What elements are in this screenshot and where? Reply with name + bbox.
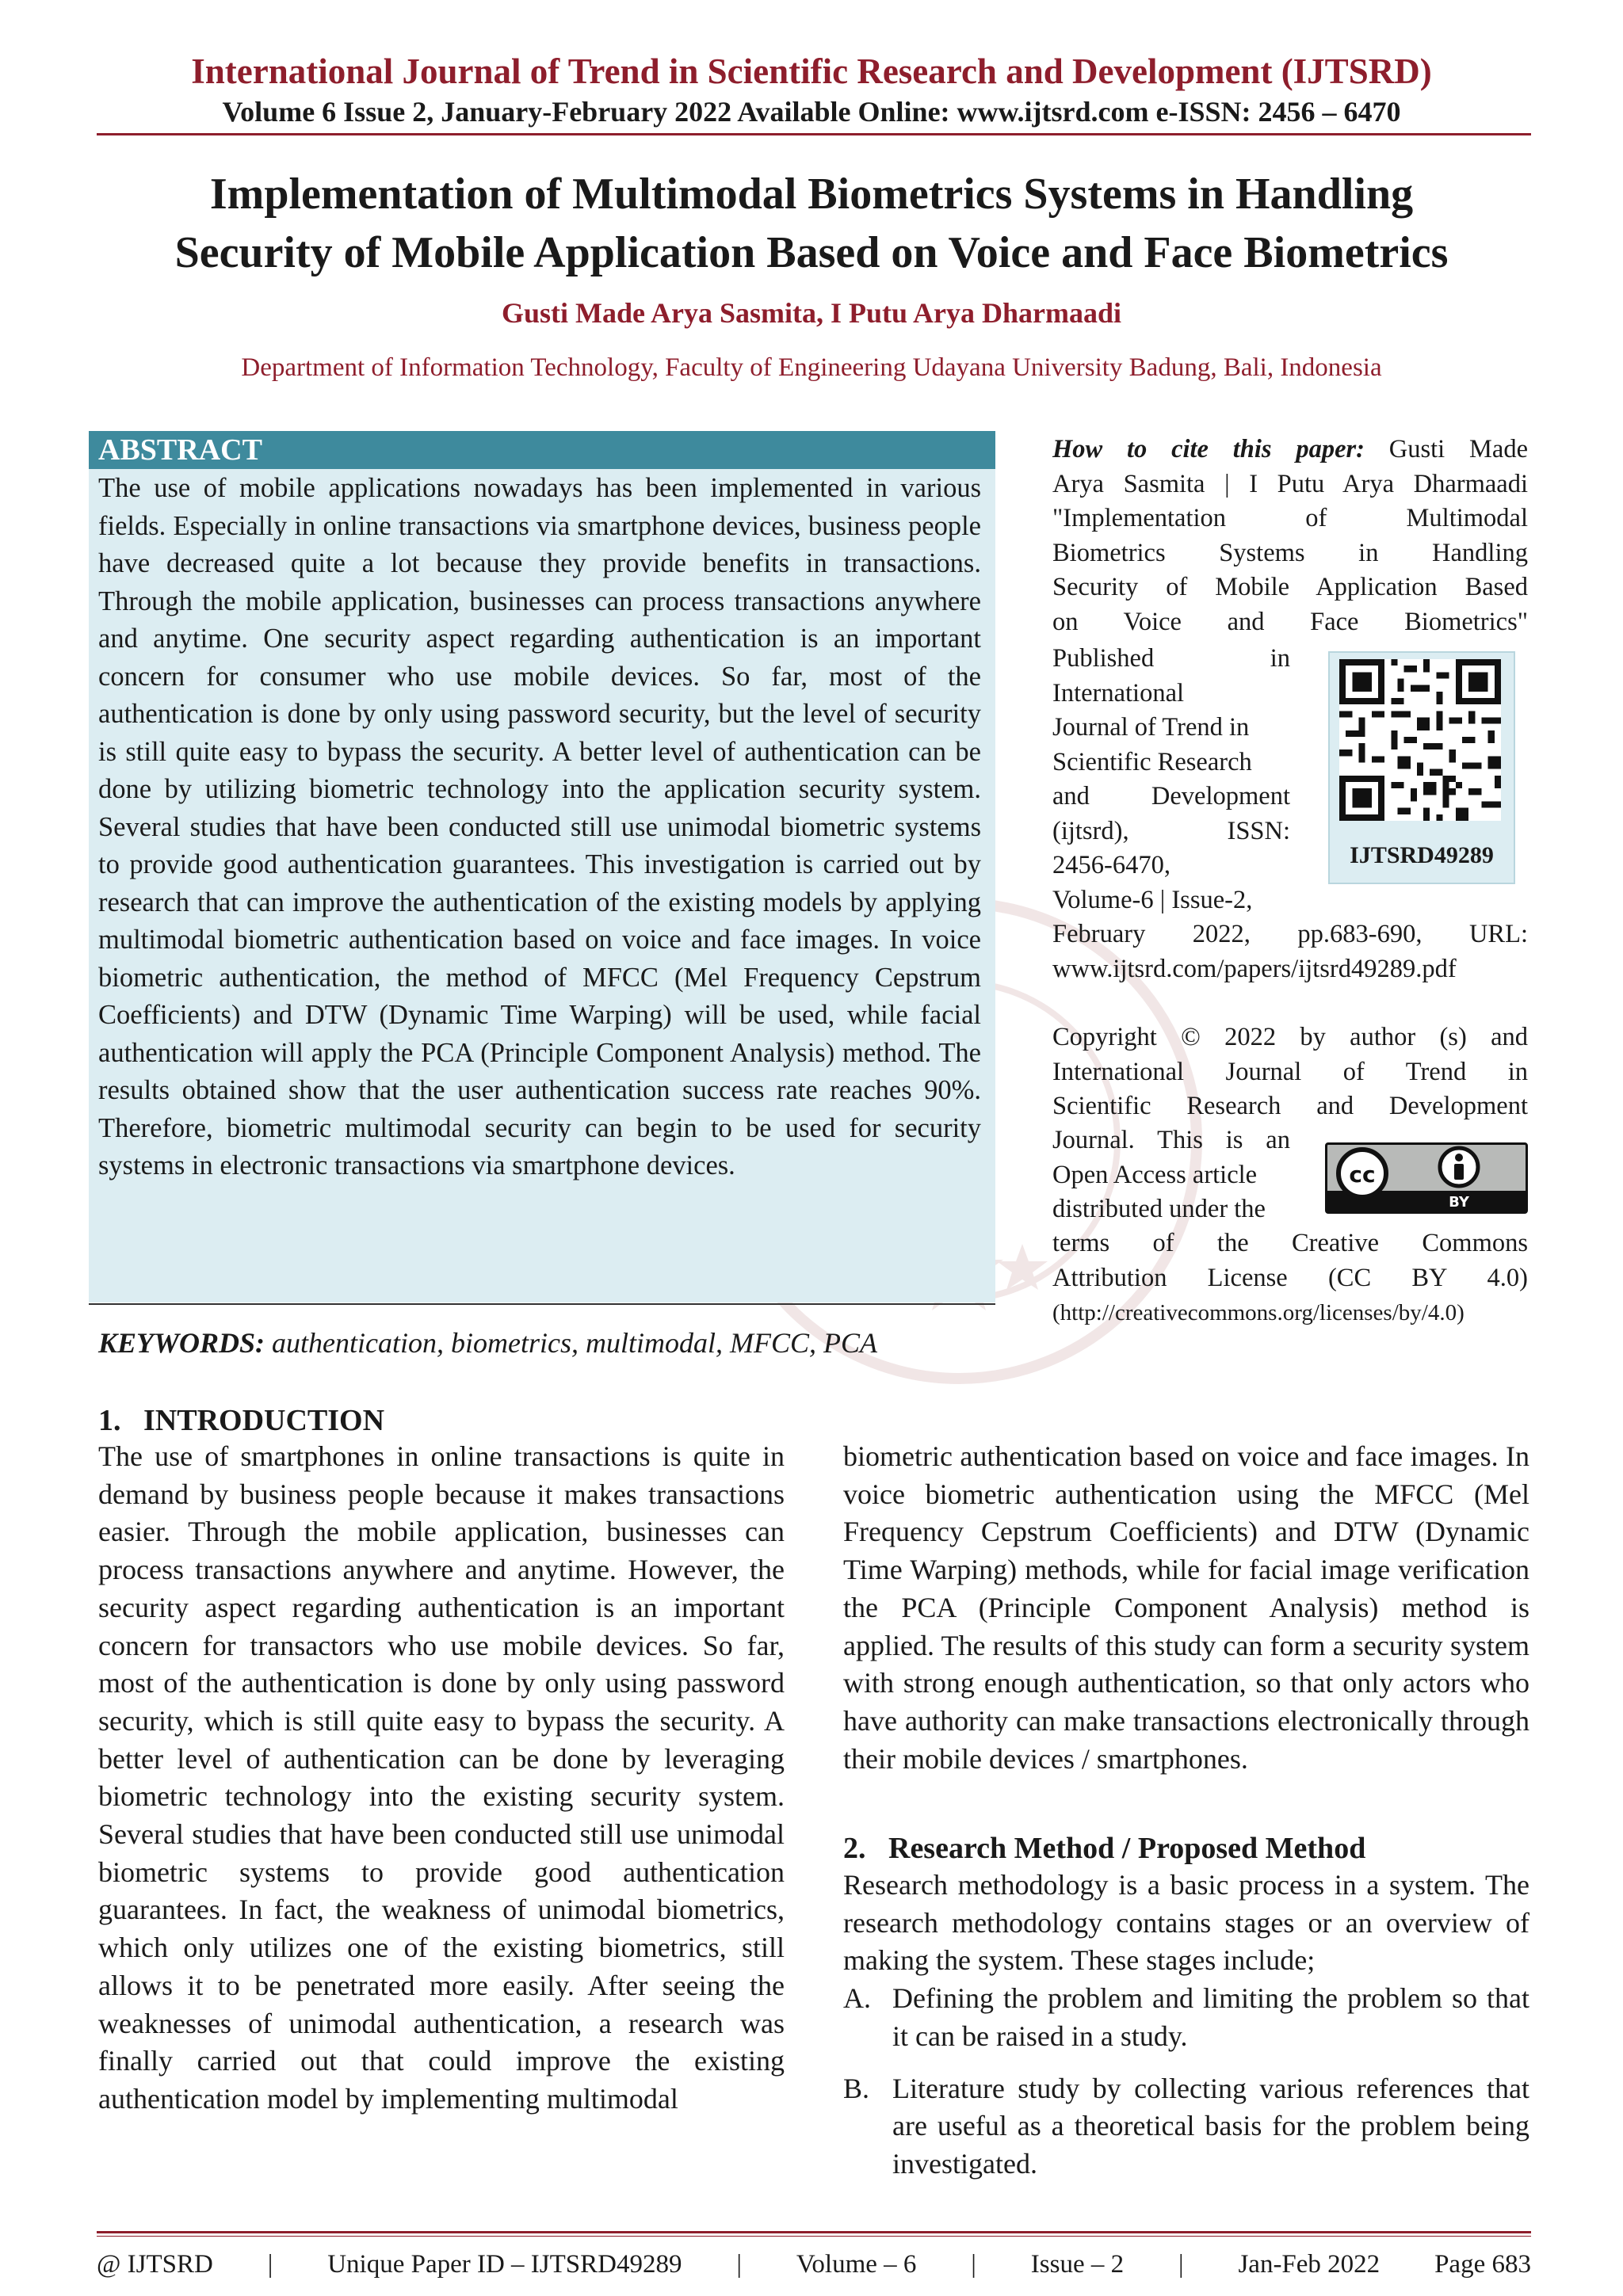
introduction-text-right: biometric authentication based on voice and face images. In voice biometric authentication using the MFCC (Mel Frequency Cepstrum Coefficients) and DTW (Dynamic Time Warping) methods, while for facial image verification the PCA (Principle Component Analysis) method is applied. The results of this study can form a security system with strong enough authentication, so that only actors who have authority can make transactions electronically through their mobile devices / smartphones. — [843, 1440, 1529, 1775]
list-marker: A. — [843, 1982, 871, 2015]
header-divider — [97, 133, 1531, 135]
citation-tail — [1052, 917, 1528, 986]
citation-line: 2456-6470, — [1052, 851, 1170, 879]
copyright-block — [1052, 1020, 1528, 1124]
copyright-line: International Journal of Trend in — [1052, 1057, 1528, 1086]
list-item-text: Literature study by collecting various references that are useful as a theoretical basis for the problem being investigated. — [892, 2072, 1529, 2180]
by-text: BY — [1449, 1194, 1469, 1211]
footer-volume: Volume – 6 — [796, 2250, 917, 2279]
citation-line: "Implementation of Multimodal — [1052, 504, 1528, 532]
paper-affiliation: Department of Information Technology, Faculty of Engineering Udayana University Badung, Bali, Indonesia — [241, 353, 1382, 382]
footer-paper-id: Unique Paper ID – IJTSRD49289 — [327, 2250, 682, 2279]
citation-block — [1052, 433, 1528, 639]
copyright-line: Scientific Research and Development — [1052, 1092, 1528, 1120]
citation-line: How to cite this paper: Gusti Made — [1052, 435, 1528, 463]
cc-by-license-badge[interactable] — [1325, 1142, 1528, 1214]
list-item — [843, 1980, 1529, 2055]
keywords-list: authentication, biometrics, multimodal, MFCC, PCA — [265, 1327, 877, 1359]
paper-title-line-1: Implementation of Multimodal Biometrics Systems in Handling — [209, 170, 1414, 219]
paper-title — [48, 165, 1575, 282]
copyright-line: Copyright © 2022 by author (s) and — [1052, 1023, 1528, 1051]
copyright-line: Journal. This is an — [1052, 1126, 1290, 1154]
citation-line: (ijtsrd), ISSN: — [1052, 816, 1290, 845]
introduction-text-left: The use of smartphones in online transactions is quite in demand by business people because it makes transactions easier. Through the mobile application, businesses can process transactions anywhere and anytime. However, the security aspect regarding authentication is an important concern for transactors who use mobile devices. So far, most of the authentication is done by only using password security, which is still quite easy to bypass the security. A better level of authentication can be done by leveraging biometric technology into the existing security system. Several studies that have been conducted still use unimodal biometric systems to provide good authentication guarantees. In fact, the weakness of unimodal biometrics, which only utilizes one of the existing biometrics, still allows it to be penetrated more easily. After seeing the weaknesses of unimodal authentication, a research was finally carried out that could improve the existing authentication model by implementing multimodal — [98, 1440, 785, 2115]
journal-title: International Journal of Trend in Scientific Research and Development (IJTSRD) — [191, 51, 1432, 91]
citation-line: Journal of Trend in — [1052, 713, 1250, 742]
list-item-text: Defining the problem and limiting the problem so that it can be raised in a study. — [892, 1982, 1529, 2052]
abstract-divider — [89, 1303, 995, 1305]
citation-url[interactable]: www.ijtsrd.com/papers/ijtsrd49289.pdf — [1052, 954, 1457, 983]
citation-line: February 2022, pp.683-690, URL: — [1052, 920, 1528, 948]
paper-authors: Gusti Made Arya Sasmita, I Putu Arya Dharmaadi — [501, 297, 1122, 329]
footer-separator: | — [736, 2250, 742, 2279]
copyright-line: Open Access article — [1052, 1160, 1258, 1189]
journal-issue-info: Volume 6 Issue 2, January-February 2022 Available Online: www.ijtsrd.com e-ISSN: 2456 – 6470 — [222, 96, 1401, 128]
footer-separator: | — [971, 2250, 976, 2279]
footer-page-number: Page 683 — [1434, 2250, 1531, 2279]
cc-by-icon — [1327, 1145, 1526, 1211]
keywords — [98, 1325, 994, 1361]
citation-line: Security of Mobile Application Based — [1052, 573, 1528, 601]
citation-line: on Voice and Face Biometrics" — [1052, 607, 1528, 636]
list-marker: B. — [843, 2072, 870, 2104]
footer-journal: @ IJTSRD — [97, 2250, 213, 2279]
citation-line: International — [1052, 678, 1185, 707]
research-method-heading: 2. Research Method / Proposed Method — [843, 1832, 1366, 1865]
citation-narrow-block — [1052, 642, 1290, 917]
paper-id-label: IJTSRD49289 — [1350, 842, 1494, 868]
paper-title-line-2: Security of Mobile Application Based on Voice and Face Biometrics — [174, 228, 1449, 277]
footer-separator: | — [1178, 2250, 1184, 2279]
qr-code-icon[interactable] — [1339, 659, 1501, 821]
copyright-narrow-block — [1052, 1123, 1290, 1227]
license-url[interactable]: (http://creativecommons.org/licenses/by/4.0) — [1052, 1300, 1465, 1325]
citation-lead: How to cite this paper — [1052, 435, 1357, 463]
citation-line: Volume-6 | Issue-2, — [1052, 885, 1253, 914]
footer-issue: Issue – 2 — [1030, 2250, 1125, 2279]
abstract-heading: ABSTRACT — [89, 431, 995, 469]
research-method-intro: Research methodology is a basic process in a system. The research methodology contains stages or an overview of making the system. These stages include; — [843, 1869, 1529, 1977]
keywords-label: KEYWORDS: — [98, 1327, 265, 1359]
citation-line: Published in — [1052, 644, 1290, 673]
citation-line: Scientific Research — [1052, 747, 1252, 776]
research-method-body — [843, 1867, 1529, 2183]
cc-text: cc — [1349, 1161, 1376, 1188]
abstract-text: The use of mobile applications nowadays has been implemented in various fields. Especially in online transactions via smartphone devices, business people have decreased quite a lot because they provide benefits in transactions. Through the mobile application, businesses can process transactions anywhere and anytime. One security aspect regarding authentication is an important concern for consumer who use mobile devices. So far, most of the authentication is done by only using password security, but the level of security is still quite easy to bypass the security. A better level of authentication can be done by utilizing biometric technology into the application security system. Several studies that have been conducted still use unimodal biometric systems to provide good authentication guarantees. This investigation is carried out by research that can improve the authentication of the existing models by applying multimodal biometric authentication based on voice and face images. In voice biometric authentication, the method of MFCC (Mel Frequency Cepstrum Coefficients) and DTW (Dynamic Time Warping) will be used, while facial authentication will apply the PCA (Principle Component Analysis) method. The results obtained show that the user authentication success rate reaches 90%. Therefore, biometric multimodal security can begin to be used for security systems in electronic transactions via smartphone devices. — [98, 473, 981, 1180]
copyright-line: terms of the Creative Commons — [1052, 1229, 1528, 1257]
footer-divider — [97, 2231, 1531, 2233]
citation-line: Arya Sasmita | I Putu Arya Dharmaadi — [1052, 469, 1528, 498]
copyright-line: distributed under the — [1052, 1195, 1266, 1223]
footer-separator: | — [267, 2250, 273, 2279]
citation-line: and Development — [1052, 782, 1290, 810]
citation-line: Biometrics Systems in Handling — [1052, 538, 1528, 567]
copyright-line: Attribution License (CC BY 4.0) — [1052, 1263, 1528, 1292]
footer-date: Jan-Feb 2022 — [1238, 2250, 1381, 2279]
copyright-tail — [1052, 1226, 1528, 1295]
introduction-heading: 1. INTRODUCTION — [98, 1404, 385, 1437]
list-item — [843, 2070, 1529, 2183]
page-footer — [97, 2247, 1531, 2282]
footer-divider-thin — [97, 2236, 1531, 2237]
